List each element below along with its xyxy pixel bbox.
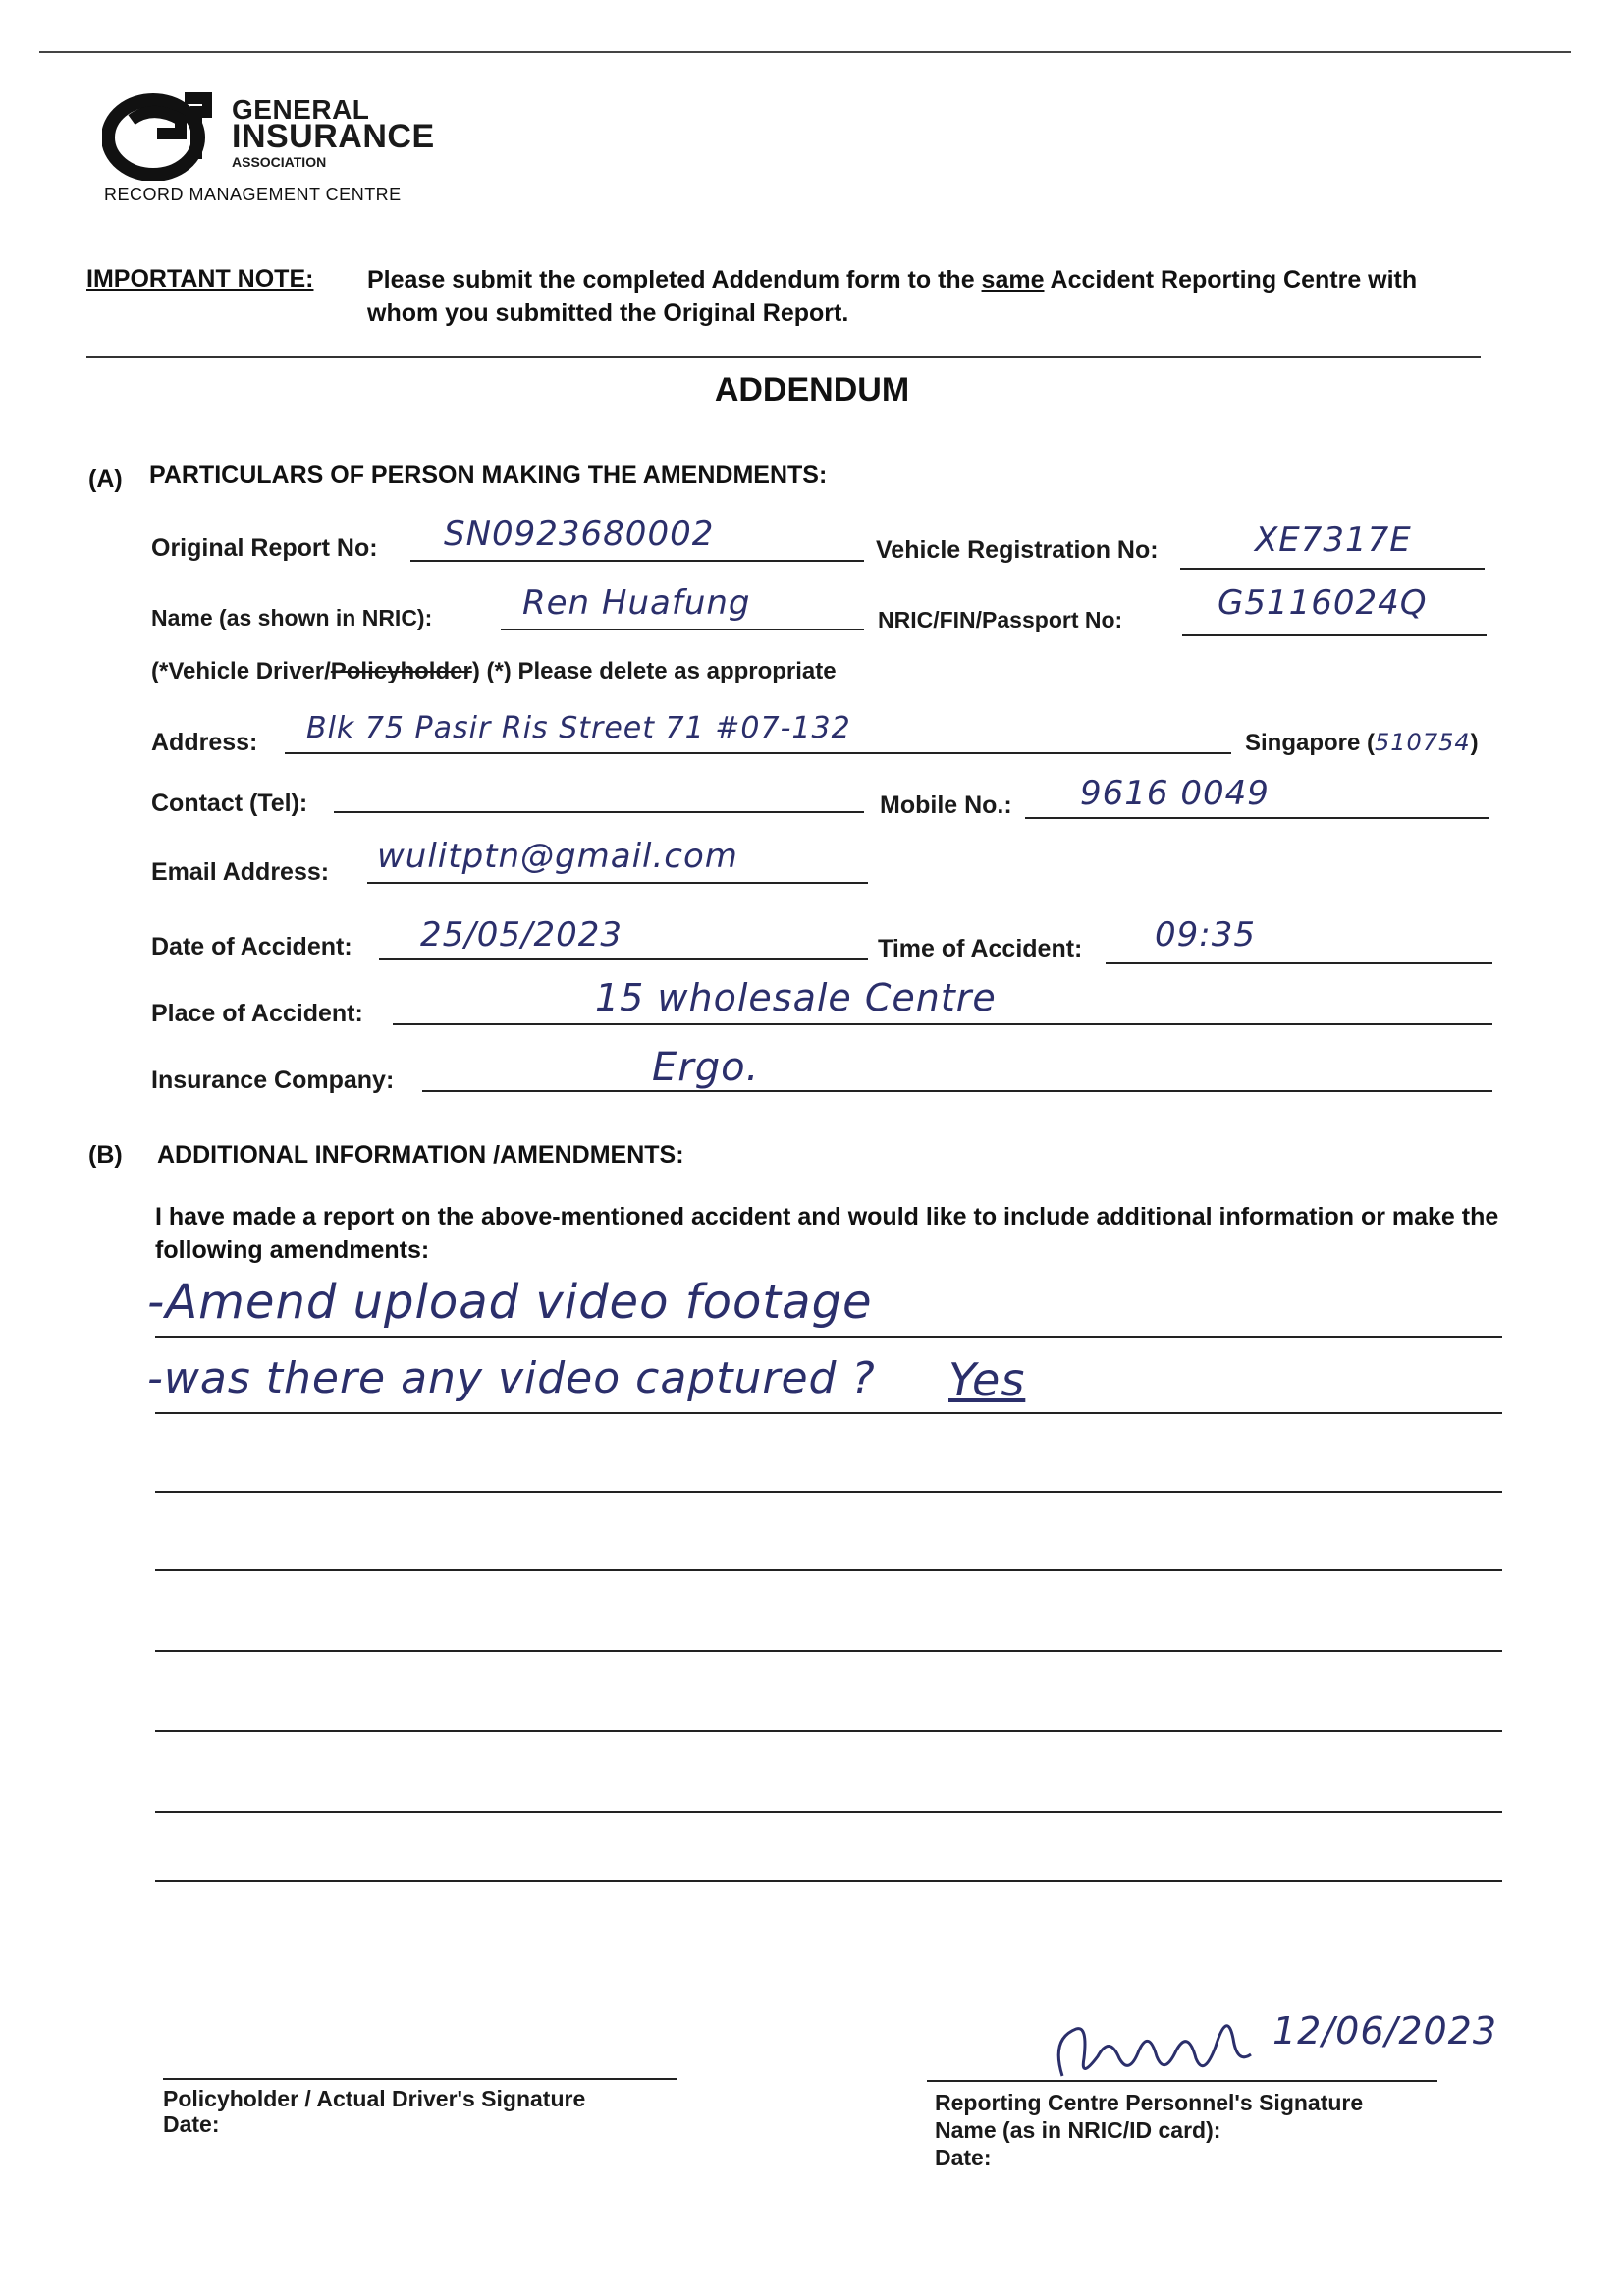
- section-b-intro: I have made a report on the above-mentioned accident and would like to include additional information or make the following amendments:: [155, 1203, 1499, 1264]
- personnel-signature-date[interactable]: 12/06/2023: [1272, 2009, 1498, 2052]
- date-of-accident-value[interactable]: 25/05/2023: [420, 915, 623, 955]
- nric-line: [1182, 634, 1487, 636]
- singapore-postal: Singapore (510754): [1245, 729, 1479, 756]
- section-b-marker: (B): [88, 1141, 123, 1169]
- date-of-accident-line: [379, 958, 868, 960]
- important-note-label: IMPORTANT NOTE:: [86, 265, 314, 293]
- amendment-line-8: [155, 1880, 1502, 1882]
- right-signature-line: [927, 2080, 1437, 2082]
- place-of-accident-value[interactable]: 15 wholesale Centre: [595, 976, 997, 1019]
- page-title: ADDENDUM: [714, 371, 910, 409]
- email-line: [367, 882, 868, 884]
- right-signature-title: Reporting Centre Personnel's Signature: [935, 2090, 1364, 2115]
- top-rule: [39, 51, 1571, 53]
- postal-value: 510754: [1375, 729, 1471, 756]
- amendment-answer[interactable]: Yes: [948, 1353, 1026, 1406]
- mobile-line: [1025, 817, 1489, 819]
- vehicle-reg-value[interactable]: XE7317E: [1255, 520, 1412, 560]
- amendment-line-3: [155, 1491, 1502, 1493]
- original-report-line: [410, 560, 864, 562]
- place-of-accident-label: Place of Accident:: [151, 1000, 363, 1027]
- amendment-line-1: [155, 1336, 1502, 1338]
- name-label: Name (as shown in NRIC):: [151, 605, 433, 630]
- address-line: [285, 752, 1231, 754]
- original-report-value[interactable]: SN0923680002: [444, 515, 715, 554]
- important-note-text: Please submit the completed Addendum form to the same Accident Reporting Centre with whom you submitted the Original Report.: [367, 266, 1418, 327]
- name-value[interactable]: Ren Huafung: [522, 583, 751, 623]
- insurance-company-label: Insurance Company:: [151, 1066, 395, 1094]
- address-label: Address:: [151, 729, 258, 756]
- original-report-label: Original Report No:: [151, 534, 378, 562]
- right-signature-name-label: Name (as in NRIC/ID card):: [935, 2117, 1221, 2143]
- contact-line: [334, 811, 864, 813]
- nric-label: NRIC/FIN/Passport No:: [878, 607, 1123, 632]
- left-signature-line: [163, 2078, 677, 2080]
- amendment-line-7: [155, 1811, 1502, 1813]
- gia-logo-icon: [102, 90, 212, 181]
- amendment-line-5: [155, 1650, 1502, 1652]
- nric-value[interactable]: G5116024Q: [1218, 583, 1428, 623]
- place-of-accident-line: [393, 1023, 1492, 1025]
- date-of-accident-label: Date of Accident:: [151, 933, 352, 960]
- section-a-heading: PARTICULARS OF PERSON MAKING THE AMENDMENTS:: [149, 462, 828, 489]
- time-of-accident-value[interactable]: 09:35: [1155, 915, 1256, 955]
- right-signature-date-label: Date:: [935, 2145, 992, 2170]
- time-of-accident-line: [1106, 962, 1492, 964]
- left-signature-title: Policyholder / Actual Driver's Signature: [163, 2086, 586, 2111]
- time-of-accident-label: Time of Accident:: [878, 935, 1083, 962]
- name-line: [501, 629, 864, 630]
- org-name-line4: RECORD MANAGEMENT CENTRE: [104, 185, 402, 204]
- email-value[interactable]: wulitptn@gmail.com: [377, 837, 738, 876]
- amendment-line-2-text[interactable]: -was there any video captured ?: [147, 1353, 876, 1403]
- amendment-line-1-text[interactable]: -Amend upload video footage: [147, 1275, 873, 1330]
- vehicle-reg-line: [1180, 568, 1485, 570]
- insurance-company-value[interactable]: Ergo.: [652, 1045, 760, 1090]
- role-struck: Policyholder: [330, 658, 472, 684]
- left-signature-date-label: Date:: [163, 2111, 220, 2137]
- amendment-line-6: [155, 1730, 1502, 1732]
- vehicle-reg-label: Vehicle Registration No:: [876, 536, 1159, 564]
- contact-label: Contact (Tel):: [151, 790, 308, 817]
- insurance-company-line: [422, 1090, 1492, 1092]
- org-name-line3: ASSOCIATION: [232, 154, 327, 170]
- amendment-line-4: [155, 1569, 1502, 1571]
- section-a-marker: (A): [88, 465, 123, 493]
- org-name-line1: GENERAL: [232, 94, 370, 125]
- org-name-line2: INSURANCE: [232, 118, 435, 155]
- role-line: (*Vehicle Driver/Policyholder) (*) Please delete as appropriate: [151, 658, 837, 684]
- personnel-signature-scribble-icon: [1041, 1999, 1267, 2090]
- mobile-label: Mobile No.:: [880, 792, 1012, 819]
- address-value[interactable]: Blk 75 Pasir Ris Street 71 #07-132: [306, 711, 851, 745]
- email-label: Email Address:: [151, 858, 330, 886]
- amendment-line-2: [155, 1412, 1502, 1414]
- section-b-heading: ADDITIONAL INFORMATION /AMENDMENTS:: [157, 1141, 684, 1169]
- mobile-value[interactable]: 9616 0049: [1080, 774, 1270, 813]
- header-rule: [86, 356, 1481, 358]
